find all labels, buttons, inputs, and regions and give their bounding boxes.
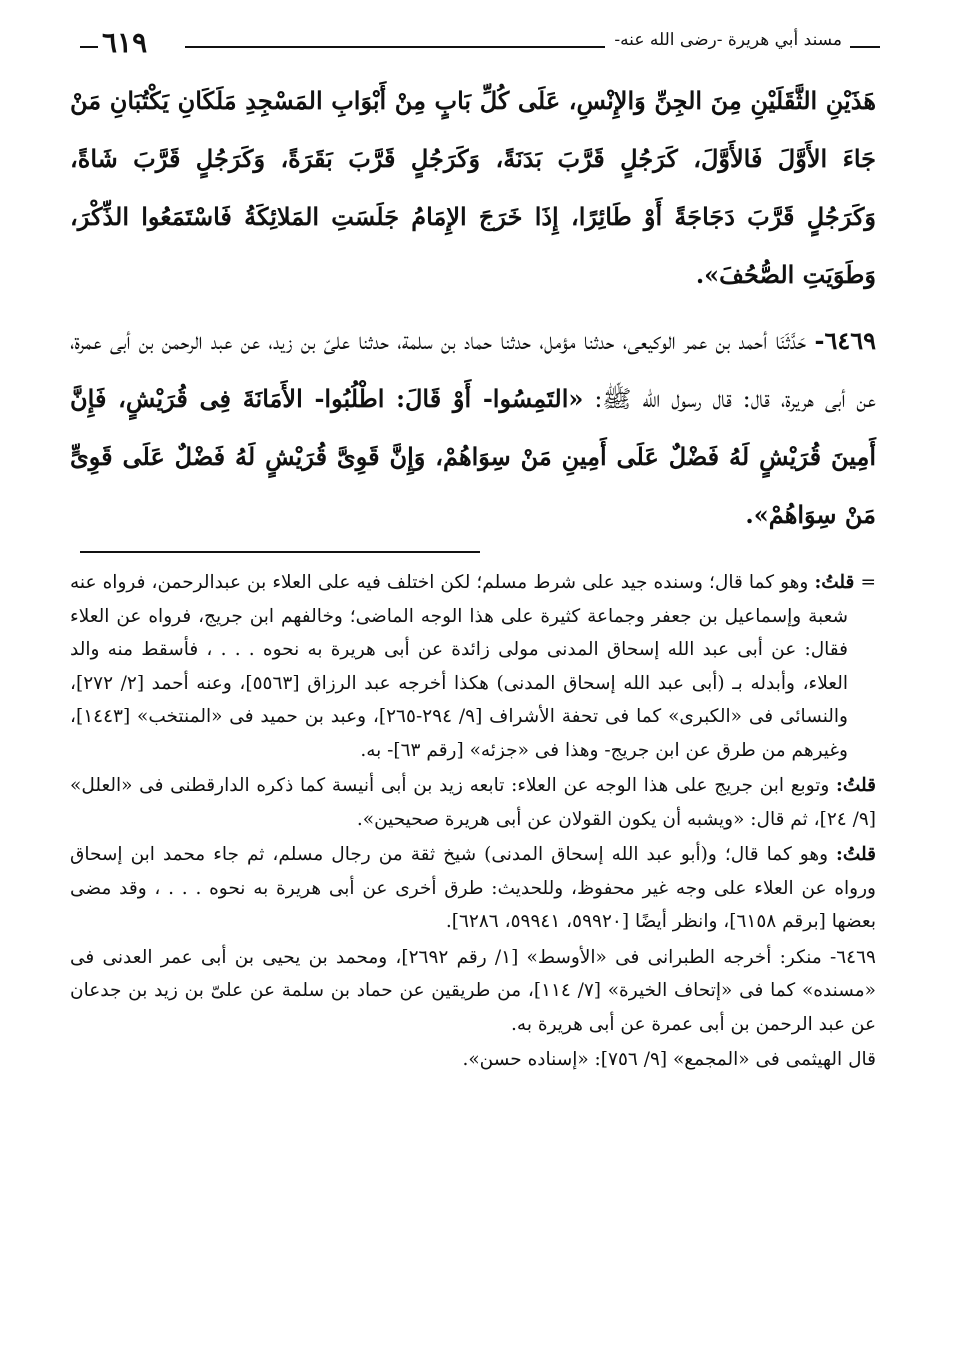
hadith-6469 [70,312,876,544]
hadith-isnad: حَدَّثَنَا أحمد بن عمر الوكيعى، حدثنا مؤمل، حدثنا حماد بن سلمة، حدثنا علىّ بن زيد، عن عبد الرحمن بن أبى عمرة، عن أبى هريرة، قال: قال رسول الله ﷺ: [70,327,876,413]
footnote-4 [70,941,876,1042]
footnotes [70,566,876,1077]
page-header [80,24,880,68]
footnote-text: أخرجه الطبرانى فى «الأوسط» [١/ رقم ٢٦٩٢]، ومحمد بن يحيى بن أبى عمر العدنى فى «مسنده» كما فى «إتحاف الخيرة» [٧/ ١١٤]، من طريقين عن حماد بن سلمة عن علىّ بن زيد بن جدعان عن عبد الرحمن بن أبى عمرة عن أبى هريرة به. [70,946,876,1035]
footnote-label: قلتُ: [836,844,876,865]
running-title: مسند أبي هريرة -رضى الله عنه- [614,30,842,50]
footnote-text: وهو كما قال؛ و(أبو عبد الله إسحاق المدنى) شيخ ثقة من رجال مسلم، ثم جاء محمد ابن إسحاق ورواه عن العلاء على وجه غير محفوظ، وللحديث: طرق أخرى عن أبى هريرة به نحوه . . . ، وقد مضى بعضها [برقم ٦١٥٨]، وانظر أيضًا [٥٩٩٢٠، ٥٩٩٤١، ٦٢٨٦]. [70,844,876,932]
continuation-marker: = [860,572,876,593]
hadith-matn: «التَمِسُوا- أَوْ قَالَ: اطْلُبُوا- الأَمَانَةَ فِى قُرَيْشٍ، فَإِنَّ أَمِينَ قُرَيْشٍ لَهُ فَضْلٌ عَلَى أَمِينِ مَنْ سِوَاهُمْ، وَإِنَّ قَوِىَّ قُرَيْشٍ لَهُ فَضْلٌ عَلَى قَوِىٍّ مَنْ سِوَاهُمْ». [70,384,876,529]
footnote-2 [70,769,876,836]
header-rule-middle [185,46,605,48]
footnote-5 [70,1043,876,1077]
footnote-label: قلتُ: [814,572,855,593]
footnote-1 [70,566,876,767]
page-number: ٦١٩ [102,26,148,59]
hadith-number: ٦٤٦٩- [814,326,876,355]
footnote-text: وتوبع ابن جريج على هذا الوجه عن العلاء: تابعه زيد بن أبى أنيسة كما ذكره الدارقطنى فى «العلل» [٩/ ٢٤]، ثم قال: «ويشبه أن يكون القولان عن أبى هريرة صحيحين». [70,775,876,830]
main-text [70,72,876,544]
header-rule-left [80,46,98,48]
footnote-text: وهو كما قال؛ وسنده جيد على شرط مسلم؛ لكن اختلف فيه على العلاء بن عبدالرحمن، فرواه عنه شعبة وإسماعيل بن جعفر وجماعة كثيرة على هذا الوجه الماضى؛ وخالفهم ابن جريج، فرواه عن العلاء فقال: عن أبى عبد الله إسحاق المدنى مولى زائدة عن أبى هريرة به نحوه . . . ، فأسقط منه والد العلاء، وأبدله بـ (أبى عبد الله إسحاق المدنى) هكذا أخرجه عبد الرزاق [٥٥٦٣]، وعنه أحمد [٢/ ٢٧٢]، والنسائى فى «الكبرى» كما فى تحفة الأشراف [٩/ ٢٩٤-٢٦٥]، وعبد بن حميد فى «المنتخب» [١٤٤٣]، وغيرهم من طرق عن ابن جريج- وهذا فى «جزئه» [رقم ٦٣]- به. [70,572,848,761]
footnote-separator [80,551,480,553]
footnote-3 [70,838,876,939]
header-rule-right [850,46,880,48]
hadith-continuation: هَذَيْنِ الثَّقَلَيْنِ مِنَ الجِنِّ وَالإِنْسِ، عَلَى كُلِّ بَابٍ مِنْ أَبْوَابِ المَسْجِدِ مَلَكَانِ يَكْتُبَانِ مَنْ جَاءَ الأَوَّلَ فَالأَوَّلَ، كَرَجُلٍ قَرَّبَ بَدَنَةً، وَكَرَجُلٍ قَرَّبَ بَقَرَةً، وَكَرَجُلٍ قَرَّبَ شَاةً، وَكَرَجُلٍ قَرَّبَ دَجَاجَةً أَوْ طَائِرًا، إِذَا خَرَجَ الإِمَامُ جَلَسَتِ المَلائِكَةُ فَاسْتَمَعُوا الذِّكْرَ، وَطَوَيَتِ الصُّحُفَ». [70,86,876,289]
footnote-label: قلتُ: [836,775,877,796]
footnote-label: ٦٤٦٩- منكر: [779,946,876,968]
footnote-text: قال الهيثمى فى «المجمع» [٩/ ٧٥٦]: «إسناده حسن». [462,1049,876,1070]
